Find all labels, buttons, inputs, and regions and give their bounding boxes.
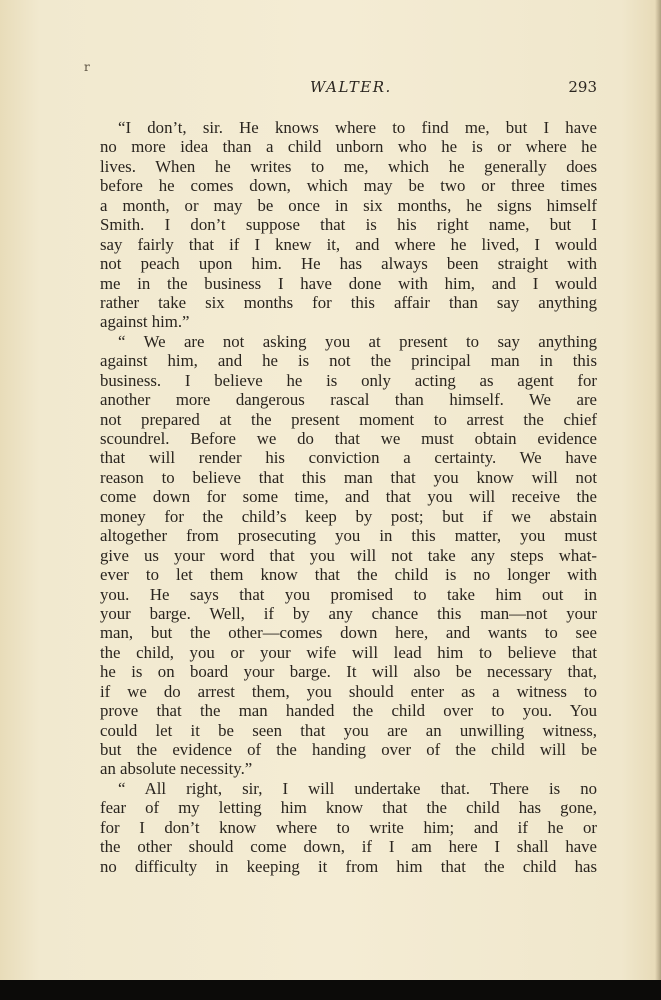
scan-bottom-edge (0, 980, 661, 1000)
text-line: an absolute necessity.” (100, 759, 253, 779)
text-line: against him, and he is not the principal man in this (100, 351, 597, 371)
text-line: lives. When he writes to me, which he generally does (100, 156, 597, 176)
text-line: but the evidence of the handing over of the child will be (100, 740, 597, 759)
text-line: scoundrel. Before we do that we must obtain evidence (100, 429, 597, 448)
text-line: the other should come down, if I am here I shall have (100, 837, 597, 857)
page-number: 293 (568, 78, 597, 96)
page-edge-shadow (655, 0, 661, 980)
text-line: ever to let them know that the child is no longer with (100, 565, 597, 585)
text-line: the child, you or your wife will lead him to believe that (100, 642, 597, 662)
text-line: he is on board your barge. It will also be necessary that, (100, 662, 597, 682)
text-line: man, but the other—comes down here, and wants to see (100, 623, 597, 643)
text-line: not peach upon him. He has always been straight with (100, 254, 597, 274)
text-line: no difficulty in keeping it from him that the child has (100, 856, 597, 876)
text-line: money for the child’s keep by post; but if we abstain (100, 506, 597, 526)
text-line: say fairly that if I knew it, and where he lived, I would (100, 234, 597, 254)
text-line: that will render his conviction a certainty. We have (100, 448, 597, 468)
text-line: if we do arrest them, you should enter as a witness to (100, 681, 597, 701)
text-line: your barge. Well, if by any chance this man—not your (100, 603, 597, 623)
text-line: “ We are not asking you at present to say anything (118, 331, 597, 351)
text-line: give us your word that you will not take any steps what- (100, 545, 597, 565)
text-line: before he comes down, which may be two or three times (100, 176, 597, 196)
text-line: you. He says that you promised to take him out in (100, 584, 597, 604)
text-line: another more dangerous rascal than himself. We are (100, 390, 597, 410)
text-line: could let it be seen that you are an unwilling witness, (100, 720, 597, 740)
text-line: fear of my letting him know that the child has gone, (100, 798, 597, 818)
text-line: no more idea than a child unborn who he is or where he (100, 137, 597, 157)
text-line: “I don’t, sir. He knows where to find me, but I have (118, 118, 597, 137)
running-title: WALTER. (310, 78, 392, 96)
text-line: rather take six months for this affair than say anything (100, 292, 597, 312)
text-line: altogether from prosecuting you in this matter, you must (100, 526, 597, 546)
page-header (100, 78, 597, 100)
text-line: business. I believe he is only acting as agent for (100, 370, 597, 390)
text-line: prove that the man handed the child over to you. You (100, 701, 597, 721)
margin-mark: r (84, 60, 90, 74)
text-line: against him.” (100, 312, 190, 332)
text-line: Smith. I don’t suppose that is his right name, but I (100, 215, 597, 235)
text-line: not prepared at the present moment to arrest the chief (100, 409, 597, 429)
text-line: me in the business I have done with him, and I would (100, 273, 597, 293)
text-line: come down for some time, and that you will receive the (100, 487, 597, 507)
text-line: a month, or may be once in six months, he signs himself (100, 195, 597, 215)
text-line: for I don’t know where to write him; and if he or (100, 817, 597, 837)
text-line: “ All right, sir, I will undertake that. There is no (118, 778, 597, 798)
text-line: reason to believe that this man that you know will not (100, 467, 597, 487)
body-text (100, 118, 597, 876)
